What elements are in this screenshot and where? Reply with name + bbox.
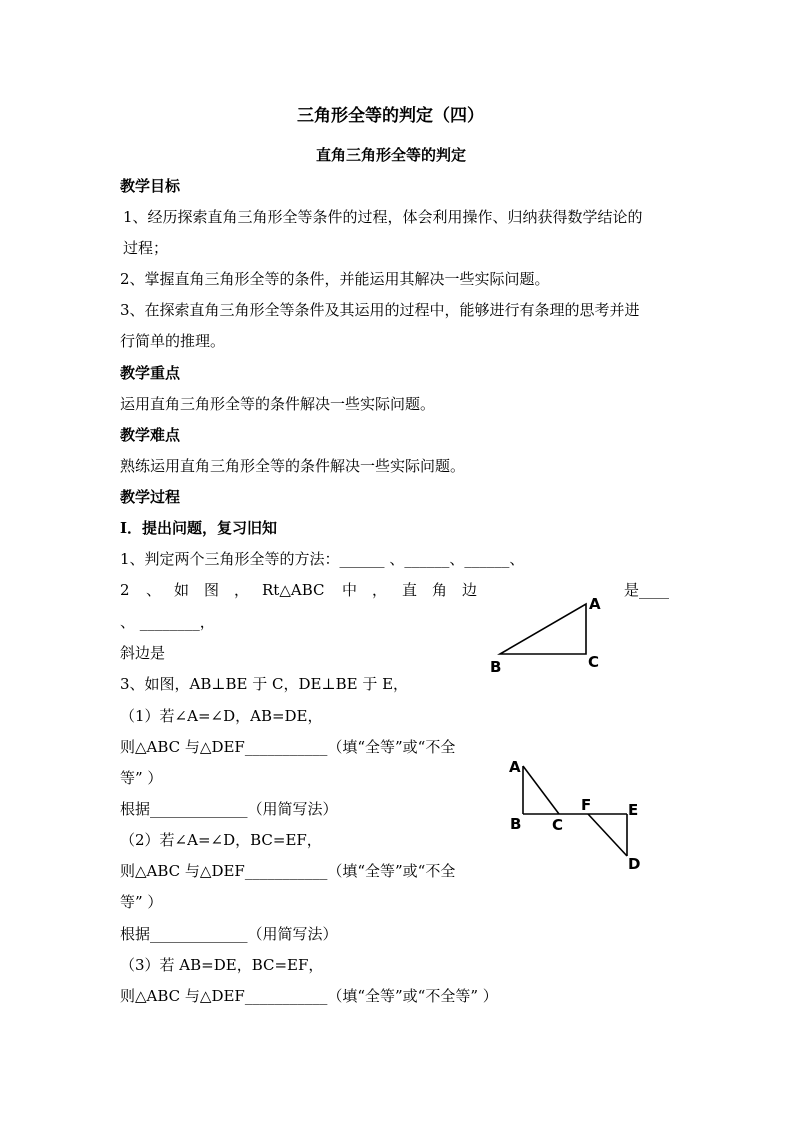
q2-part: Rt△ABC (262, 581, 325, 599)
question-2-line-3: 斜边是 (120, 644, 166, 662)
vertex-label-c: C (588, 653, 600, 671)
goal-item-1-line-2: 过程； (123, 239, 169, 257)
vertex-label-a: A (589, 595, 601, 613)
q2-part: 角 (432, 581, 448, 599)
q3-part-3-ask: 则△ABC 与△DEF___________（填“全等”或“不全等” ） (120, 987, 498, 1005)
segment-ac (523, 766, 559, 814)
q2-part: 2 (120, 581, 130, 599)
vertex-label-b: B (510, 815, 522, 833)
triangle-abc-shape (500, 604, 586, 654)
goals-heading: 教学目标 (120, 177, 181, 195)
q2-part: 如 (174, 581, 190, 599)
vertex-label-a: A (509, 758, 521, 776)
question-2-line-2: 、 ________， (120, 613, 215, 631)
q2-part: 是____ (624, 581, 670, 599)
key-text: 运用直角三角形全等的条件解决一些实际问题。 (120, 395, 436, 413)
goal-item-3-line-1: 3、在探索直角三角形全等条件及其运用的过程中，能够进行有条理的思考并进 (120, 301, 640, 319)
q2-part: ， (234, 581, 250, 599)
q2-part: 边 (462, 581, 478, 599)
two-triangles-figure (500, 752, 660, 882)
process-heading: 教学过程 (120, 488, 181, 506)
q3-part-2-ask-cont: 等” ） (120, 893, 163, 911)
page-title: 三角形全等的判定（四） (297, 106, 484, 126)
difficulty-text: 熟练运用直角三角形全等的条件解决一些实际问题。 (120, 457, 466, 475)
q3-part-1-ask: 则△ABC 与△DEF___________（填“全等”或“不全 (120, 738, 456, 756)
key-heading: 教学重点 (120, 364, 181, 382)
q3-part-1-basis: 根据_____________（用简写法） (120, 800, 338, 818)
section-1-heading: Ⅰ．提出问题，复习旧知 (120, 519, 278, 537)
goal-item-2: 2、掌握直角三角形全等的条件，并能运用其解决一些实际问题。 (120, 270, 550, 288)
q3-part-3-condition: （3）若 AB=DE，BC=EF， (120, 956, 324, 974)
vertex-label-f: F (581, 796, 592, 814)
q3-part-2-condition: （2）若∠A=∠D，BC=EF， (120, 831, 322, 849)
page-subtitle: 直角三角形全等的判定 (316, 146, 467, 164)
goal-item-3-line-2: 行简单的推理。 (120, 332, 226, 350)
q2-part: ， (372, 581, 388, 599)
vertex-label-c: C (552, 816, 564, 834)
vertex-label-b: B (490, 658, 502, 676)
segment-fd (588, 814, 627, 856)
q3-part-1-ask-cont: 等” ） (120, 769, 163, 787)
q3-part-2-basis: 根据_____________（用简写法） (120, 925, 338, 943)
triangle-abc-figure (480, 590, 610, 680)
question-1: 1、判定两个三角形全等的方法：______ 、______、______、 (120, 550, 525, 568)
vertex-label-e: E (628, 801, 639, 819)
question-3-intro: 3、如图，AB⊥BE 于 C，DE⊥BE 于 E， (120, 675, 409, 693)
goal-item-1-line-1: 1、经历探索直角三角形全等条件的过程，体会利用操作、归纳获得数学结论的 (123, 208, 643, 226)
vertex-label-d: D (628, 855, 641, 873)
q2-part: 直 (402, 581, 418, 599)
q3-part-1-condition: （1）若∠A=∠D，AB=DE， (120, 707, 323, 725)
q3-part-2-ask: 则△ABC 与△DEF___________（填“全等”或“不全 (120, 862, 456, 880)
q2-part: 中 (342, 581, 358, 599)
difficulty-heading: 教学难点 (120, 426, 181, 444)
q2-part: 图 (204, 581, 220, 599)
q2-part: 、 (146, 581, 162, 599)
